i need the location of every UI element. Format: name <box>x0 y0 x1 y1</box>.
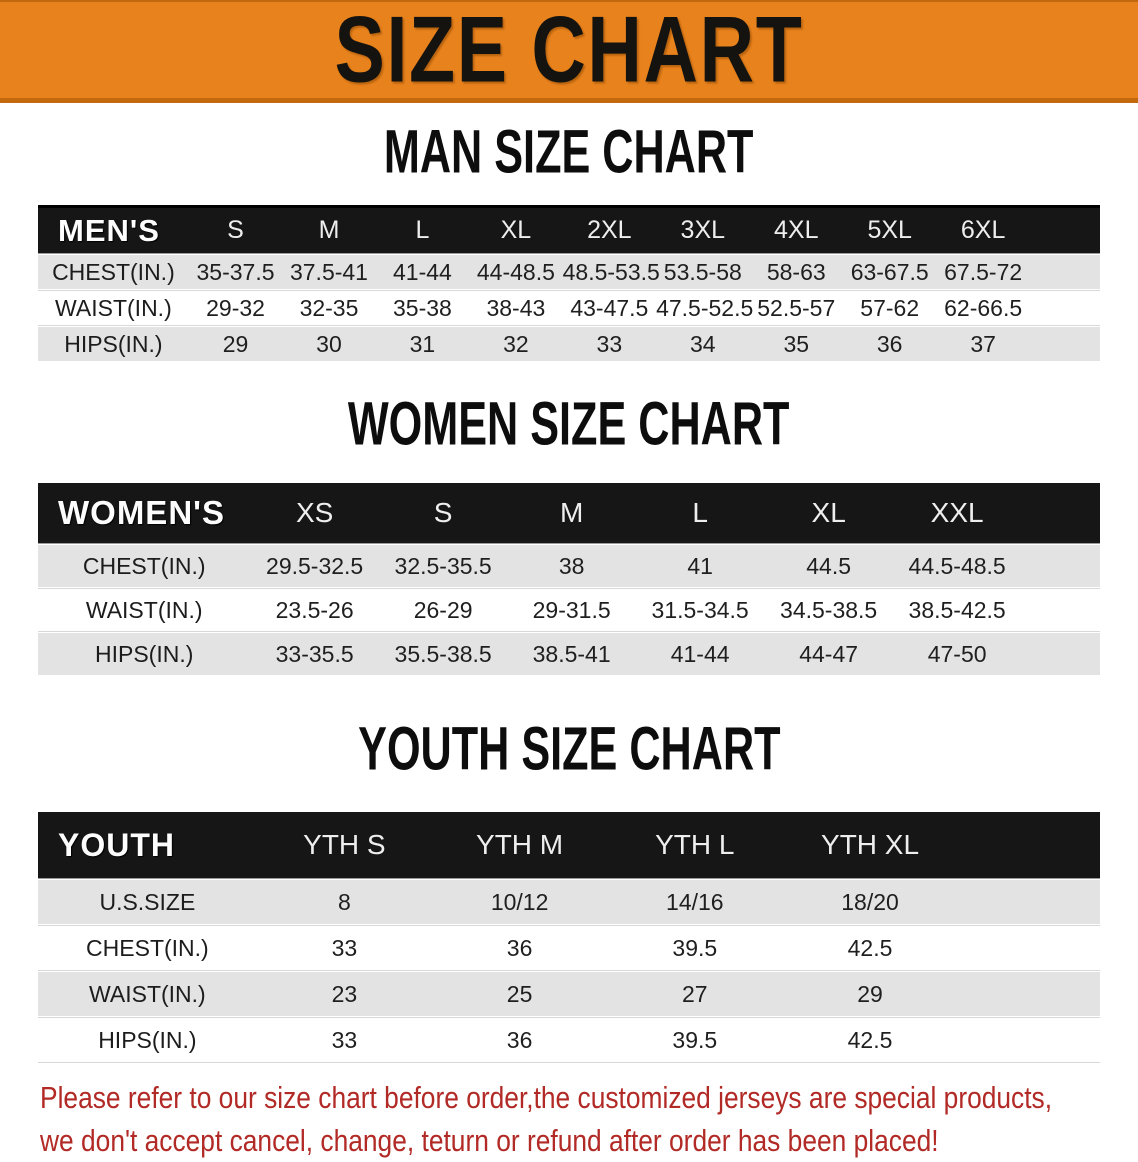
size-cell: 67.5-72 <box>944 258 1023 285</box>
size-cell: 33 <box>331 934 358 961</box>
size-cell: 29 <box>222 330 249 357</box>
mens-heading <box>0 117 1138 189</box>
size-cell: 39.5 <box>672 1026 718 1053</box>
mens-table-header <box>38 205 1100 253</box>
sections <box>0 117 1138 1062</box>
size-cell: 14/16 <box>666 888 724 915</box>
size-column-header: XXL <box>930 497 984 528</box>
size-cell: 31 <box>409 330 436 357</box>
size-cell: 47.5-52.5 <box>656 294 754 321</box>
size-cell: 44-48.5 <box>476 258 555 285</box>
size-cell: 10/12 <box>490 888 549 915</box>
mens-section <box>0 117 1138 361</box>
womens-table <box>38 483 1100 675</box>
size-cell: 34 <box>689 330 716 357</box>
size-column-header: S <box>227 216 244 244</box>
mens-table <box>38 205 1100 361</box>
size-cell: 39.5 <box>672 934 718 961</box>
measure-row <box>38 291 1100 325</box>
size-column-header: YTH S <box>303 829 386 860</box>
size-cell: 38.5-41 <box>532 640 611 667</box>
size-cell: 53.5-58 <box>663 258 742 285</box>
size-cell: 23 <box>331 980 358 1007</box>
size-cell: 44.5-48.5 <box>908 552 1006 579</box>
measure-row <box>38 926 1100 970</box>
measure-row <box>38 545 1100 587</box>
size-column-header: L <box>415 216 430 244</box>
size-cell: 57-62 <box>860 294 920 321</box>
size-cell: 48.5-53.5 <box>562 258 660 285</box>
size-cell: 27 <box>682 980 708 1007</box>
size-column-header: YTH L <box>655 829 735 860</box>
size-cell: 42.5 <box>847 934 893 961</box>
measure-row-label: HIPS(IN.) <box>98 1026 197 1053</box>
youth-table <box>38 812 1100 1062</box>
size-column-header: YTH XL <box>821 829 920 860</box>
measure-row-label: WAIST(IN.) <box>85 596 203 623</box>
size-column-header: XL <box>811 497 846 528</box>
size-column-header: 5XL <box>867 216 912 244</box>
size-cell: 32 <box>503 330 529 357</box>
size-column-header: M <box>318 216 340 244</box>
size-cell: 31.5-34.5 <box>651 596 749 623</box>
youth-heading <box>0 714 1138 786</box>
disclaimer <box>0 1076 1138 1162</box>
measure-row <box>38 327 1100 361</box>
measure-row-label: HIPS(IN.) <box>64 330 163 357</box>
size-cell: 42.5 <box>847 1026 893 1053</box>
size-cell: 38-43 <box>486 294 546 321</box>
size-cell: 38.5-42.5 <box>908 596 1006 623</box>
size-cell: 29.5-32.5 <box>266 552 364 579</box>
size-column-header: L <box>692 497 708 528</box>
measure-row <box>38 1018 1100 1062</box>
size-cell: 44.5 <box>806 552 852 579</box>
measure-row <box>38 633 1100 675</box>
size-cell: 34.5-38.5 <box>780 596 878 623</box>
youth-table-header <box>38 812 1100 878</box>
mens-heading-text: MAN SIZE CHART <box>384 117 754 186</box>
size-cell: 35.5-38.5 <box>394 640 492 667</box>
size-cell: 62-66.5 <box>944 294 1023 321</box>
youth-heading-text: YOUTH SIZE CHART <box>357 714 781 783</box>
size-cell: 32-35 <box>299 294 359 321</box>
measure-row-label: CHEST(IN.) <box>86 934 209 961</box>
size-cell: 25 <box>506 980 533 1007</box>
size-column-header: M <box>559 497 584 528</box>
size-cell: 37.5-41 <box>289 258 368 285</box>
size-cell: 52.5-57 <box>757 294 836 321</box>
size-cell: 43-47.5 <box>570 294 649 321</box>
size-cell: 47-50 <box>927 640 987 667</box>
size-cell: 41-44 <box>393 258 452 285</box>
size-cell: 38 <box>558 552 585 579</box>
size-cell: 63-67.5 <box>850 258 929 285</box>
measure-row <box>38 972 1100 1016</box>
size-cell: 33-35.5 <box>275 640 354 667</box>
size-cell: 33 <box>331 1026 358 1053</box>
youth-group-label: YOUTH <box>58 826 175 863</box>
size-column-header: XL <box>500 216 532 244</box>
size-cell: 35-37.5 <box>196 258 275 285</box>
womens-table-header <box>38 483 1100 543</box>
size-cell: 58-63 <box>766 258 826 285</box>
size-cell: 35 <box>783 330 810 357</box>
disclaimer-line-1: Please refer to our size chart before order,the customized jerseys are special products, <box>40 1080 1053 1115</box>
measure-row-label: WAIST(IN.) <box>55 294 172 321</box>
measure-row-label: WAIST(IN.) <box>89 980 206 1007</box>
size-cell: 36 <box>876 330 903 357</box>
size-cell: 23.5-26 <box>275 596 354 623</box>
size-column-header: 4XL <box>774 216 819 244</box>
size-cell: 37 <box>970 330 996 357</box>
size-cell: 32.5-35.5 <box>394 552 492 579</box>
banner <box>0 0 1138 103</box>
measure-row <box>38 880 1100 924</box>
measure-row-label: U.S.SIZE <box>99 888 196 915</box>
mens-group-label: MEN'S <box>58 212 160 248</box>
size-cell: 44-47 <box>799 640 859 667</box>
size-cell: 29-31.5 <box>532 596 611 623</box>
measure-row <box>38 255 1100 289</box>
size-column-header: 3XL <box>680 216 726 244</box>
womens-heading <box>0 389 1138 461</box>
size-cell: 8 <box>337 888 351 915</box>
size-cell: 29 <box>857 980 883 1007</box>
size-cell: 35-38 <box>393 294 452 321</box>
size-cell: 36 <box>506 934 533 961</box>
size-column-header: 2XL <box>587 216 632 244</box>
womens-section <box>0 389 1138 675</box>
measure-row-label: CHEST(IN.) <box>52 258 175 285</box>
measure-row <box>38 589 1100 631</box>
womens-group-label: WOMEN'S <box>58 494 226 531</box>
youth-section <box>0 714 1138 1062</box>
size-cell: 41-44 <box>670 640 730 667</box>
womens-heading-text: WOMEN SIZE CHART <box>348 389 790 458</box>
disclaimer-line-2: we don't accept cancel, change, teturn or refund after order has been placed! <box>40 1123 939 1158</box>
size-column-header: YTH M <box>476 829 564 860</box>
size-column-header: 6XL <box>960 216 1006 244</box>
size-column-header: XS <box>295 497 334 528</box>
measure-row-label: CHEST(IN.) <box>82 552 206 579</box>
size-cell: 26-29 <box>413 596 473 623</box>
size-cell: 36 <box>506 1026 533 1053</box>
size-cell: 33 <box>596 330 623 357</box>
size-cell: 29-32 <box>206 294 265 321</box>
measure-row-label: HIPS(IN.) <box>95 640 194 667</box>
size-cell: 30 <box>316 330 342 357</box>
size-cell: 41 <box>687 552 713 579</box>
size-cell: 18/20 <box>841 888 899 915</box>
page-title: SIZE CHART <box>334 0 804 103</box>
size-column-header: S <box>433 497 453 528</box>
